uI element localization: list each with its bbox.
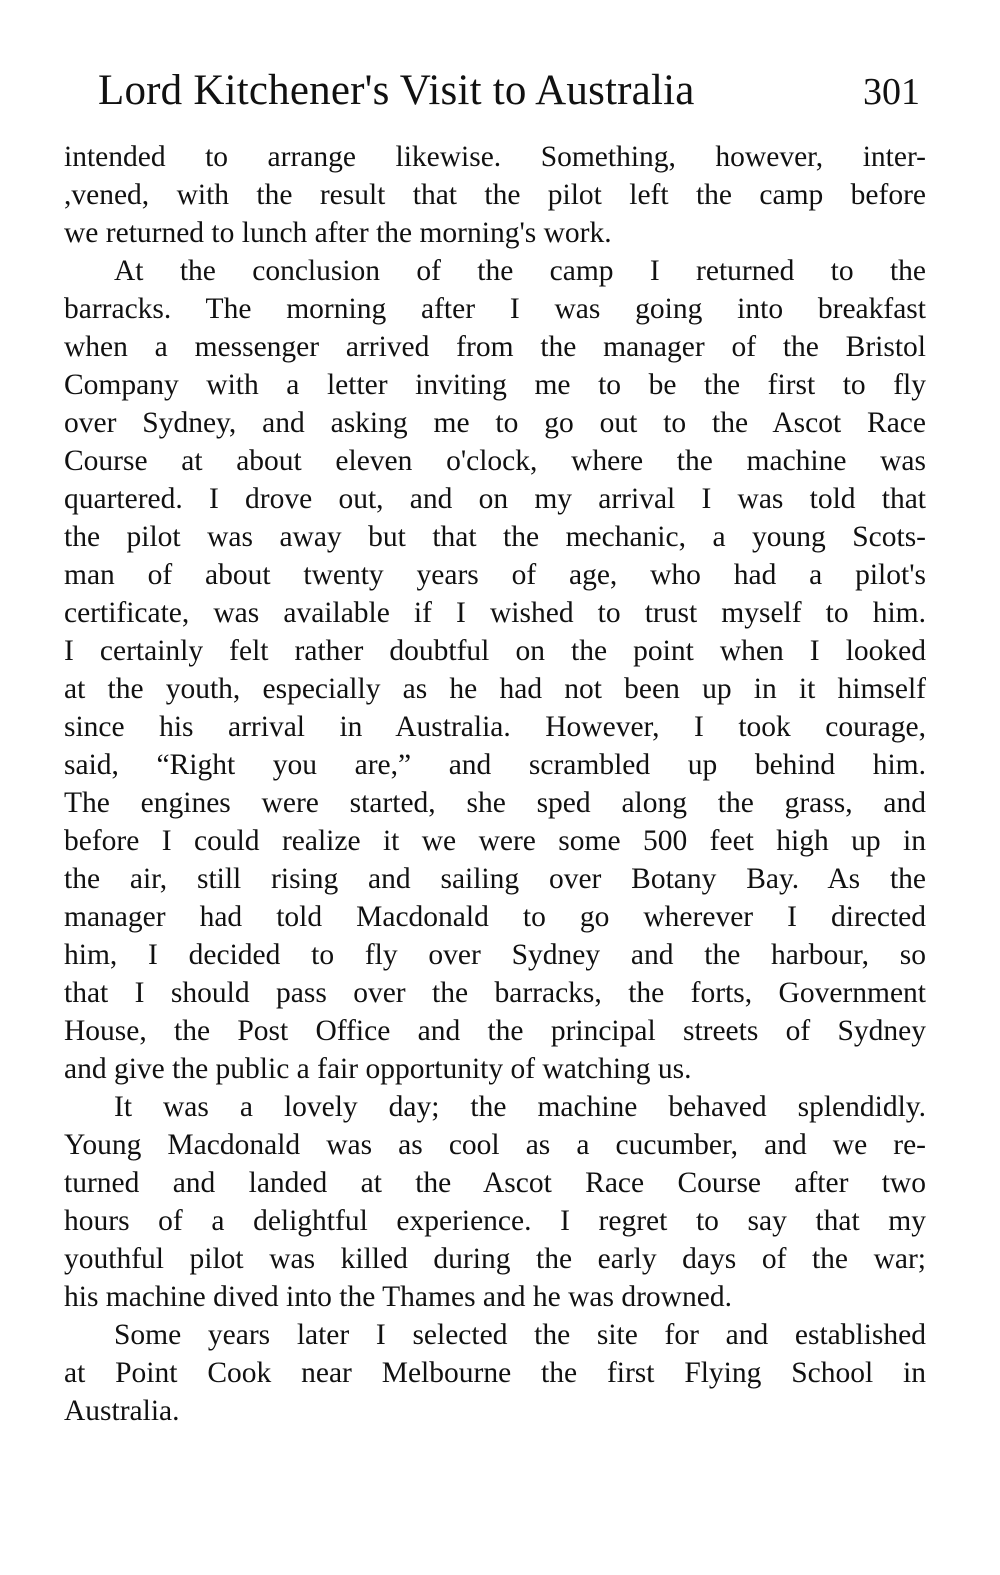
paragraph — [64, 138, 926, 252]
text-line: and give the public a fair opportunity of watching us. — [64, 1053, 692, 1085]
text-line: certificate, was available if I wished to trust myself to him. — [64, 597, 926, 629]
book-page — [64, 66, 926, 1430]
page-number: 301 — [863, 71, 920, 113]
running-header — [98, 66, 920, 138]
text-line: intended to arrange likewise. Something, however, inter- — [64, 141, 926, 173]
text-line: Australia. — [64, 1395, 180, 1427]
paragraph — [64, 252, 926, 1088]
text-line: man of about twenty years of age, who had a pilot's — [64, 559, 926, 591]
text-line: At the conclusion of the camp I returned to the — [114, 255, 926, 287]
text-line: when a messenger arrived from the manager of the Bristol — [64, 331, 926, 363]
text-line: Course at about eleven o'clock, where the machine was — [64, 445, 926, 477]
text-line: Some years later I selected the site for and established — [114, 1319, 926, 1351]
text-line: turned and landed at the Ascot Race Course after two — [64, 1167, 926, 1199]
text-line: hours of a delightful experience. I regret to say that my — [64, 1205, 926, 1237]
text-line: we returned to lunch after the morning's work. — [64, 217, 612, 249]
text-line: barracks. The morning after I was going into breakfast — [64, 293, 926, 325]
text-line: The engines were started, she sped along the grass, and — [64, 787, 926, 819]
text-line: quartered. I drove out, and on my arrival I was told that — [64, 483, 926, 515]
text-line: manager had told Macdonald to go wherever I directed — [64, 901, 926, 933]
text-line: him, I decided to fly over Sydney and the harbour, so — [64, 939, 926, 971]
text-line: said, “Right you are,” and scrambled up behind him. — [64, 749, 926, 781]
text-line: at Point Cook near Melbourne the first Flying School in — [64, 1357, 926, 1389]
running-title: Lord Kitchener's Visit to Australia — [98, 67, 695, 114]
text-line: the pilot was away but that the mechanic, a young Scots- — [64, 521, 926, 553]
text-line: ,vened, with the result that the pilot left the camp before — [64, 179, 926, 211]
text-line: over Sydney, and asking me to go out to the Ascot Race — [64, 407, 926, 439]
text-line: since his arrival in Australia. However, I took courage, — [64, 711, 926, 743]
paragraph — [64, 1316, 926, 1430]
text-line: before I could realize it we were some 500 feet high up in — [64, 825, 926, 857]
text-line: Young Macdonald was as cool as a cucumber, and we re- — [64, 1129, 926, 1161]
text-line: It was a lovely day; the machine behaved splendidly. — [114, 1091, 926, 1123]
text-line: I certainly felt rather doubtful on the point when I looked — [64, 635, 926, 667]
text-line: youthful pilot was killed during the early days of the war; — [64, 1243, 926, 1275]
text-line: Company with a letter inviting me to be the first to fly — [64, 369, 926, 401]
text-line: that I should pass over the barracks, the forts, Government — [64, 977, 926, 1009]
text-line: at the youth, especially as he had not been up in it himself — [64, 673, 926, 705]
text-line: his machine dived into the Thames and he was drowned. — [64, 1281, 732, 1313]
paragraph — [64, 1088, 926, 1316]
text-line: House, the Post Office and the principal streets of Sydney — [64, 1015, 926, 1047]
body-text — [64, 138, 926, 1430]
text-line: the air, still rising and sailing over Botany Bay. As the — [64, 863, 926, 895]
